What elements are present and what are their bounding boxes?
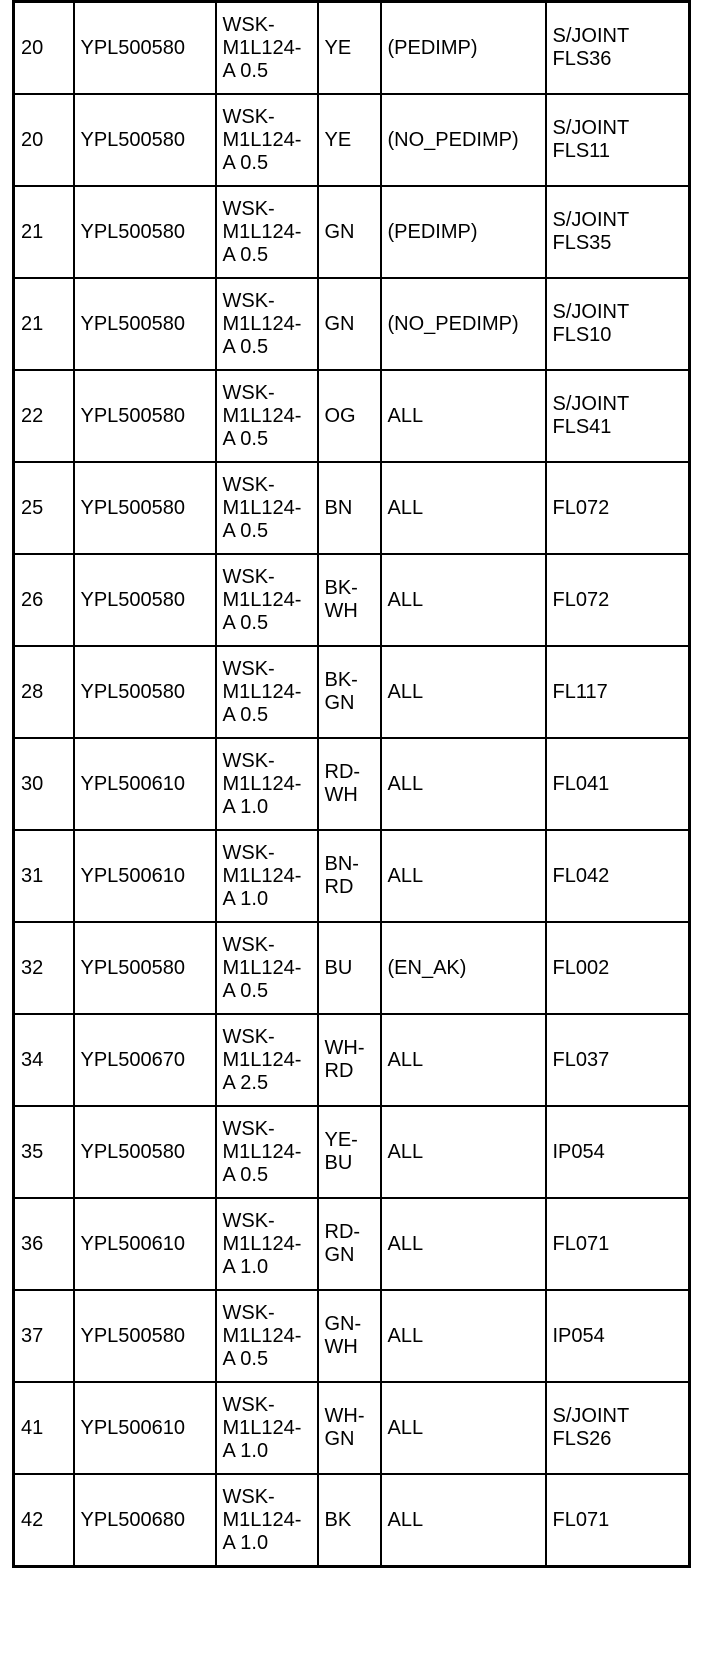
cell-destination: FL037 [546,1014,690,1106]
cell-wire-color: BK- WH [318,554,381,646]
cell-destination: S/JOINT FLS10 [546,278,690,370]
cell-wire-spec: WSK- M1L124- A 0.5 [216,94,318,186]
cell-part-number: YPL500610 [74,738,216,830]
cell-part-number: YPL500610 [74,830,216,922]
cell-wire-color: GN [318,278,381,370]
table-row [14,922,690,1014]
cell-destination: FL042 [546,830,690,922]
cell-wire-color: GN- WH [318,1290,381,1382]
cell-pin-number: 41 [14,1382,74,1474]
cell-option: (NO_PEDIMP) [381,94,546,186]
cell-wire-spec: WSK- M1L124- A 1.0 [216,1474,318,1567]
cell-pin-number: 34 [14,1014,74,1106]
cell-pin-number: 42 [14,1474,74,1567]
cell-pin-number: 26 [14,554,74,646]
cell-destination: IP054 [546,1290,690,1382]
table-body [14,2,690,1567]
cell-destination: FL117 [546,646,690,738]
cell-option: ALL [381,738,546,830]
table-row [14,1198,690,1290]
cell-pin-number: 20 [14,94,74,186]
cell-part-number: YPL500580 [74,278,216,370]
cell-pin-number: 21 [14,186,74,278]
cell-wire-spec: WSK- M1L124- A 0.5 [216,370,318,462]
cell-part-number: YPL500580 [74,554,216,646]
cell-part-number: YPL500580 [74,646,216,738]
cell-option: ALL [381,1382,546,1474]
cell-part-number: YPL500580 [74,370,216,462]
cell-wire-spec: WSK- M1L124- A 0.5 [216,1290,318,1382]
cell-option: (PEDIMP) [381,186,546,278]
cell-wire-spec: WSK- M1L124- A 0.5 [216,922,318,1014]
cell-option: ALL [381,646,546,738]
cell-part-number: YPL500610 [74,1382,216,1474]
cell-wire-color: WH- GN [318,1382,381,1474]
cell-wire-spec: WSK- M1L124- A 0.5 [216,1106,318,1198]
cell-wire-color: WH- RD [318,1014,381,1106]
cell-wire-color: BN [318,462,381,554]
table-row [14,370,690,462]
cell-pin-number: 22 [14,370,74,462]
cell-wire-spec: WSK- M1L124- A 0.5 [216,278,318,370]
cell-destination: S/JOINT FLS36 [546,2,690,95]
cell-wire-color: RD- WH [318,738,381,830]
table-row [14,1474,690,1567]
cell-wire-spec: WSK- M1L124- A 1.0 [216,1198,318,1290]
cell-pin-number: 35 [14,1106,74,1198]
table-row [14,1014,690,1106]
cell-wire-color: OG [318,370,381,462]
cell-destination: S/JOINT FLS35 [546,186,690,278]
table-row [14,830,690,922]
cell-pin-number: 32 [14,922,74,1014]
cell-wire-color: BU [318,922,381,1014]
cell-option: ALL [381,554,546,646]
cell-option: ALL [381,1474,546,1567]
cell-option: ALL [381,830,546,922]
cell-wire-color: YE- BU [318,1106,381,1198]
cell-pin-number: 28 [14,646,74,738]
cell-wire-spec: WSK- M1L124- A 2.5 [216,1014,318,1106]
cell-part-number: YPL500680 [74,1474,216,1567]
cell-part-number: YPL500580 [74,462,216,554]
cell-part-number: YPL500580 [74,922,216,1014]
cell-destination: S/JOINT FLS41 [546,370,690,462]
cell-option: (PEDIMP) [381,2,546,95]
cell-pin-number: 31 [14,830,74,922]
cell-destination: FL071 [546,1198,690,1290]
cell-wire-spec: WSK- M1L124- A 1.0 [216,738,318,830]
cell-wire-spec: WSK- M1L124- A 1.0 [216,1382,318,1474]
wire-table [12,0,691,1568]
cell-part-number: YPL500580 [74,2,216,95]
cell-option: ALL [381,1198,546,1290]
cell-option: ALL [381,1106,546,1198]
cell-wire-spec: WSK- M1L124- A 0.5 [216,554,318,646]
cell-wire-color: RD- GN [318,1198,381,1290]
cell-pin-number: 37 [14,1290,74,1382]
cell-pin-number: 21 [14,278,74,370]
cell-wire-color: YE [318,2,381,95]
cell-part-number: YPL500580 [74,1106,216,1198]
cell-destination: FL002 [546,922,690,1014]
cell-destination: FL071 [546,1474,690,1567]
table-row [14,738,690,830]
cell-option: ALL [381,370,546,462]
cell-option: (NO_PEDIMP) [381,278,546,370]
cell-destination: FL072 [546,554,690,646]
cell-pin-number: 25 [14,462,74,554]
cell-wire-spec: WSK- M1L124- A 1.0 [216,830,318,922]
table-row [14,462,690,554]
cell-destination: IP054 [546,1106,690,1198]
cell-destination: FL041 [546,738,690,830]
cell-destination: S/JOINT FLS11 [546,94,690,186]
cell-destination: S/JOINT FLS26 [546,1382,690,1474]
table-row [14,278,690,370]
cell-option: ALL [381,1014,546,1106]
cell-part-number: YPL500580 [74,186,216,278]
cell-pin-number: 30 [14,738,74,830]
table-row [14,1382,690,1474]
cell-wire-color: GN [318,186,381,278]
cell-part-number: YPL500580 [74,1290,216,1382]
cell-wire-color: YE [318,94,381,186]
cell-wire-color: BN- RD [318,830,381,922]
cell-pin-number: 20 [14,2,74,95]
table-row [14,186,690,278]
cell-option: ALL [381,1290,546,1382]
cell-wire-spec: WSK- M1L124- A 0.5 [216,186,318,278]
table-row [14,1290,690,1382]
cell-wire-color: BK- GN [318,646,381,738]
table-row [14,1106,690,1198]
cell-pin-number: 36 [14,1198,74,1290]
cell-part-number: YPL500610 [74,1198,216,1290]
cell-wire-color: BK [318,1474,381,1567]
cell-wire-spec: WSK- M1L124- A 0.5 [216,462,318,554]
table-row [14,94,690,186]
cell-part-number: YPL500580 [74,94,216,186]
cell-option: (EN_AK) [381,922,546,1014]
cell-destination: FL072 [546,462,690,554]
cell-part-number: YPL500670 [74,1014,216,1106]
cell-option: ALL [381,462,546,554]
table-row [14,554,690,646]
cell-wire-spec: WSK- M1L124- A 0.5 [216,646,318,738]
table-row [14,2,690,95]
cell-wire-spec: WSK- M1L124- A 0.5 [216,2,318,95]
table-row [14,646,690,738]
